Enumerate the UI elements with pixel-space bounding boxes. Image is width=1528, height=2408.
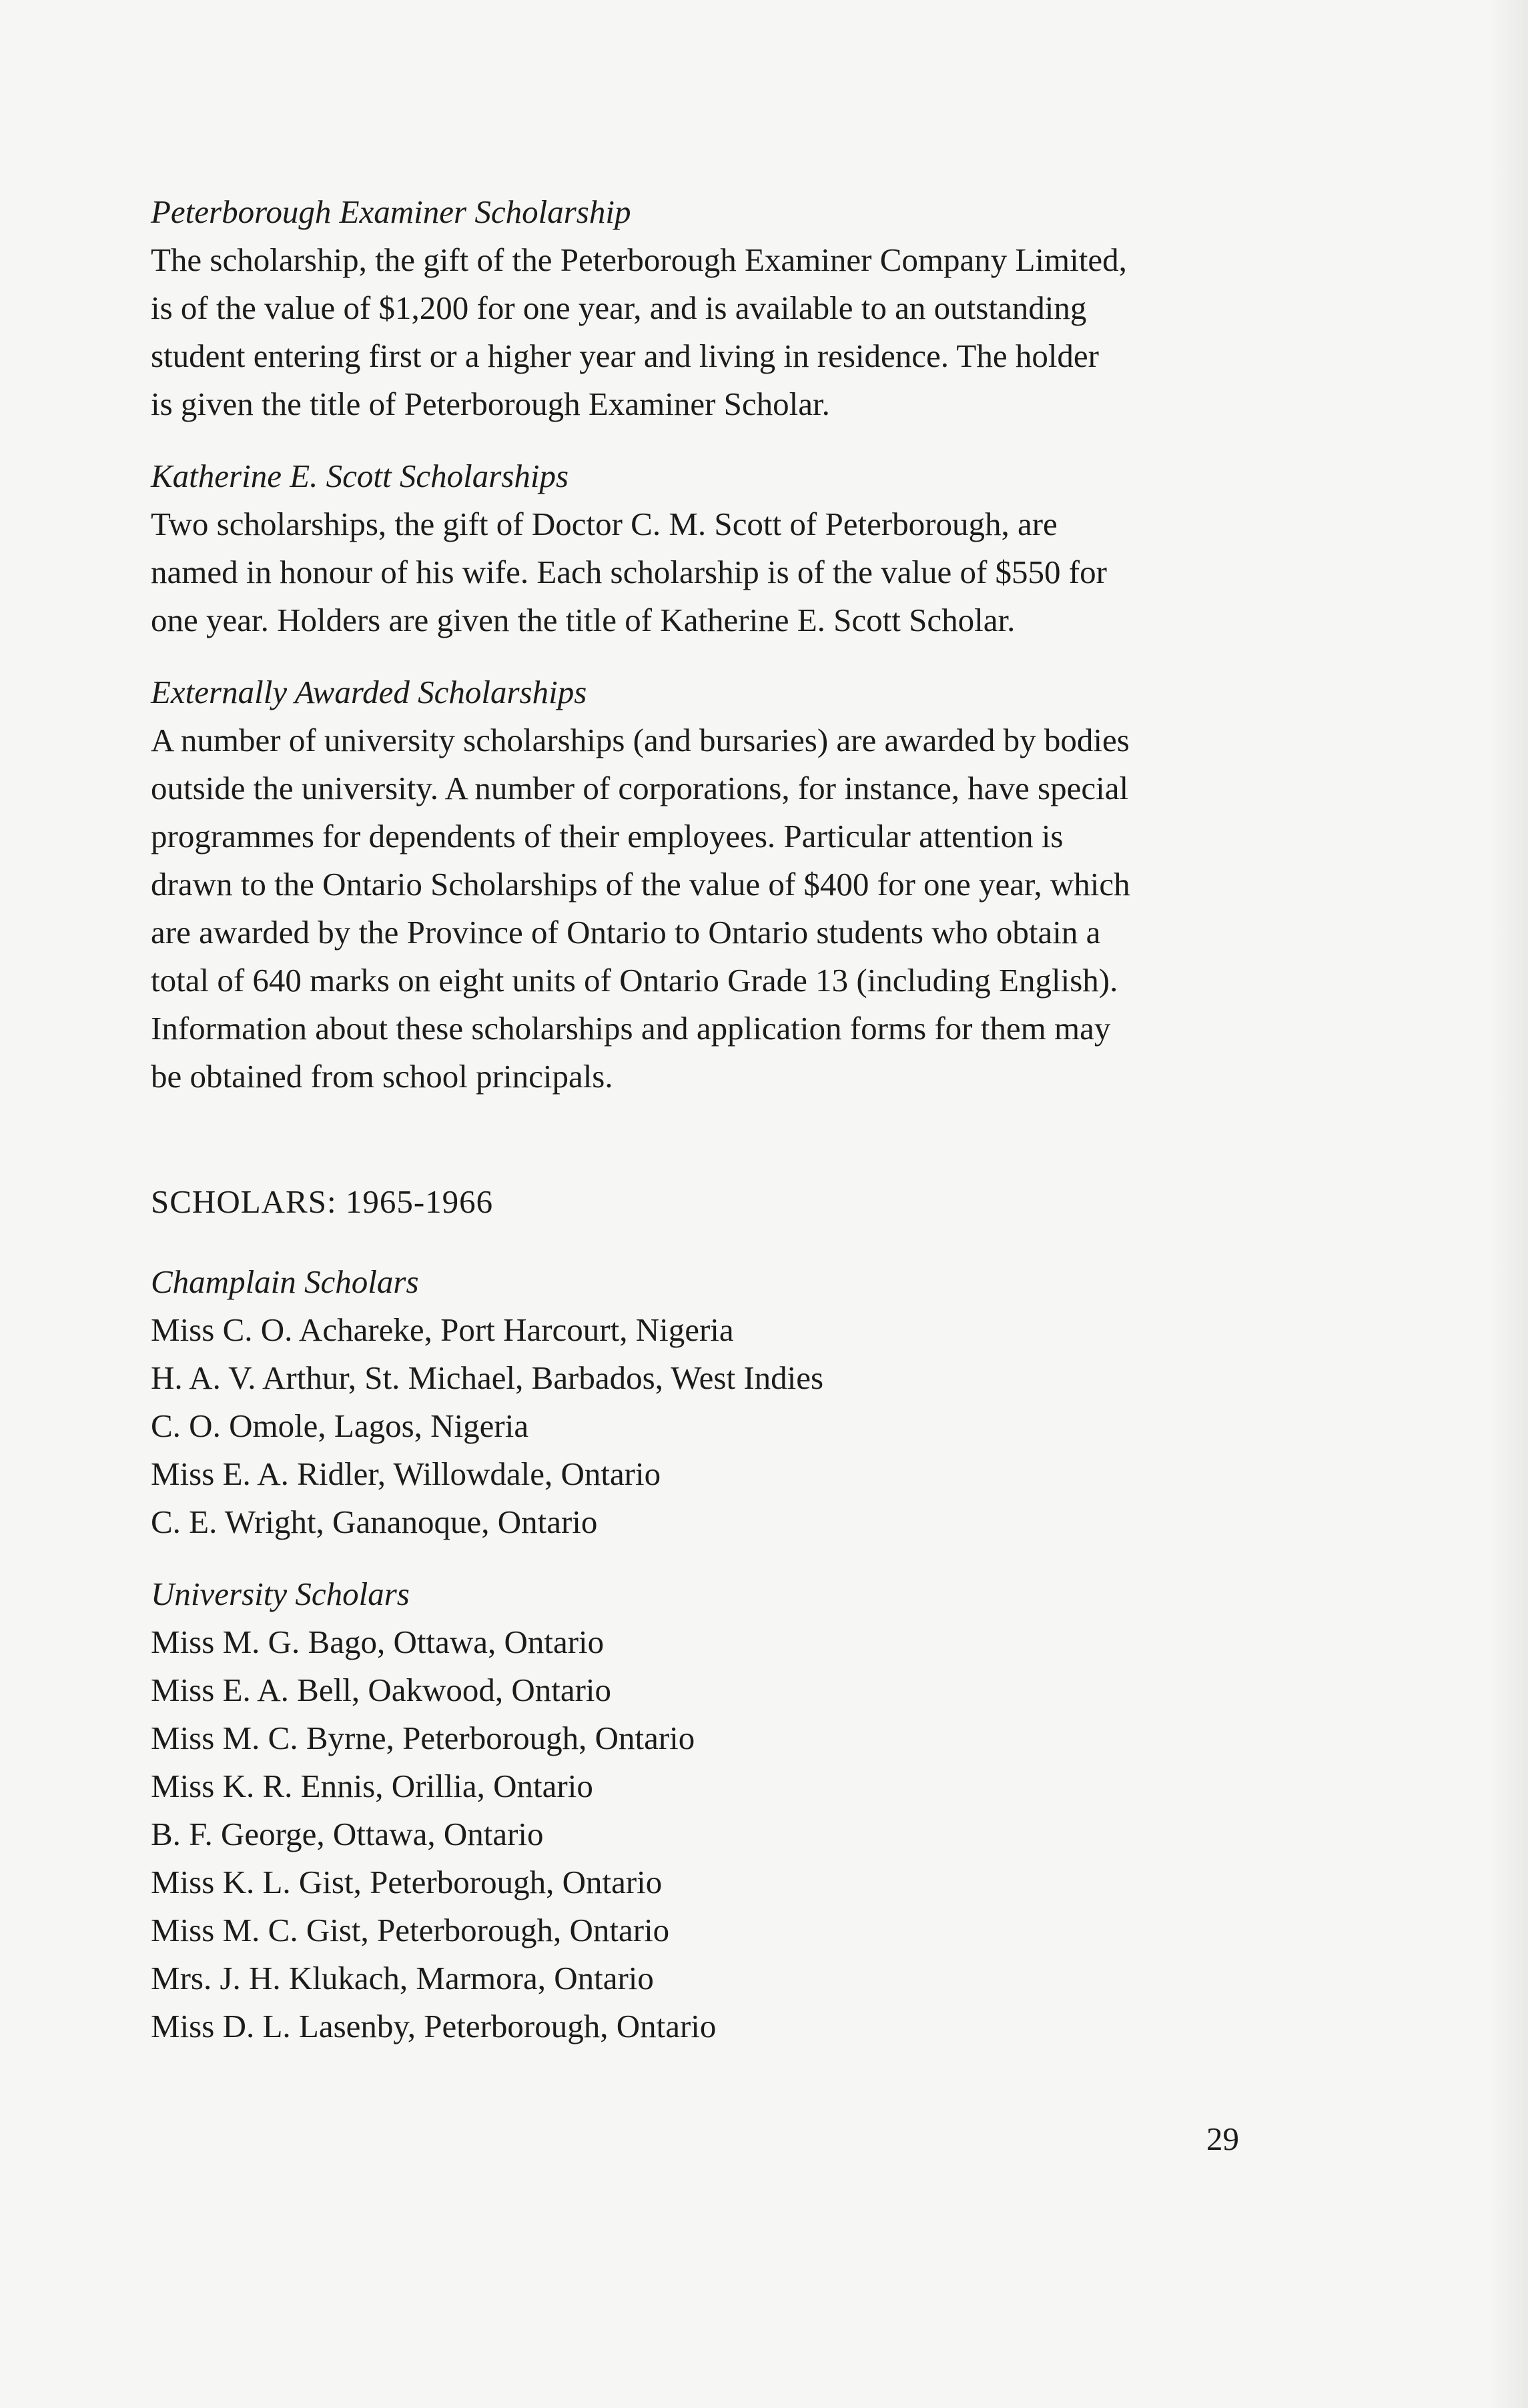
scholar-entry: Miss M. C. Gist, Peterborough, Ontario <box>151 1912 670 1948</box>
section-externally-awarded <box>151 668 1252 1101</box>
section-heading: Peterborough Examiner Scholarship <box>151 193 631 230</box>
section-katherine-scott <box>151 452 1252 644</box>
scholar-entry: Miss K. L. Gist, Peterborough, Ontario <box>151 1864 663 1900</box>
scholar-entry: C. E. Wright, Gananoque, Ontario <box>151 1503 598 1540</box>
paragraph-line: are awarded by the Province of Ontario to Ontario students who obtain a <box>151 914 1101 951</box>
paragraph-line: Information about these scholarships and application forms for them may <box>151 1010 1111 1047</box>
scholar-entry: Miss C. O. Achareke, Port Harcourt, Nigeria <box>151 1311 734 1348</box>
group-heading: Champlain Scholars <box>151 1263 419 1300</box>
scholar-entry: Mrs. J. H. Klukach, Marmora, Ontario <box>151 1960 654 1996</box>
group-heading: University Scholars <box>151 1576 410 1612</box>
paragraph-line: Two scholarships, the gift of Doctor C. M. Scott of Peterborough, are <box>151 506 1058 542</box>
paragraph-line: student entering first or a higher year and living in residence. The holder <box>151 338 1099 374</box>
section-heading: Katherine E. Scott Scholarships <box>151 458 569 494</box>
section-peterborough-examiner <box>151 188 1252 428</box>
page-number: 29 <box>1206 2121 1239 2157</box>
group-champlain-scholars <box>151 1258 1252 1546</box>
paragraph-line: programmes for dependents of their employees. Particular attention is <box>151 818 1064 854</box>
paragraph-line: drawn to the Ontario Scholarships of the value of $400 for one year, which <box>151 866 1130 902</box>
paragraph-line: be obtained from school principals. <box>151 1058 613 1095</box>
scholar-entry: B. F. George, Ottawa, Ontario <box>151 1816 544 1852</box>
scholar-entry: Miss E. A. Ridler, Willowdale, Ontario <box>151 1455 661 1492</box>
page-edge-shadow <box>1488 0 1528 2408</box>
paragraph-line: The scholarship, the gift of the Peterborough Examiner Company Limited, <box>151 241 1127 278</box>
scholar-entry: Miss K. R. Ennis, Orillia, Ontario <box>151 1768 593 1804</box>
paragraph-line: A number of university scholarships (and bursaries) are awarded by bodies <box>151 722 1130 758</box>
scholar-entry: Miss M. C. Byrne, Peterborough, Ontario <box>151 1720 695 1756</box>
scholar-entry: H. A. V. Arthur, St. Michael, Barbados, West Indies <box>151 1359 824 1396</box>
scholar-entry: Miss E. A. Bell, Oakwood, Ontario <box>151 1672 612 1708</box>
paragraph-line: is given the title of Peterborough Examiner Scholar. <box>151 386 830 422</box>
paragraph-line: outside the university. A number of corporations, for instance, have special <box>151 770 1129 806</box>
paragraph-line: one year. Holders are given the title of Katherine E. Scott Scholar. <box>151 602 1016 638</box>
scholar-entry: C. O. Omole, Lagos, Nigeria <box>151 1407 529 1444</box>
paragraph-line: is of the value of $1,200 for one year, and is available to an outstanding <box>151 289 1087 326</box>
page-content <box>151 188 1252 2074</box>
paragraph-line: total of 640 marks on eight units of Ontario Grade 13 (including English). <box>151 962 1118 999</box>
group-university-scholars <box>151 1570 1252 2050</box>
section-heading: Externally Awarded Scholarships <box>151 674 587 710</box>
scholars-title: SCHOLARS: 1965-1966 <box>151 1183 494 1220</box>
scholar-entry: Miss M. G. Bago, Ottawa, Ontario <box>151 1624 605 1660</box>
scholar-entry: Miss D. L. Lasenby, Peterborough, Ontario <box>151 2008 717 2044</box>
paragraph-line: named in honour of his wife. Each scholarship is of the value of $550 for <box>151 554 1107 590</box>
